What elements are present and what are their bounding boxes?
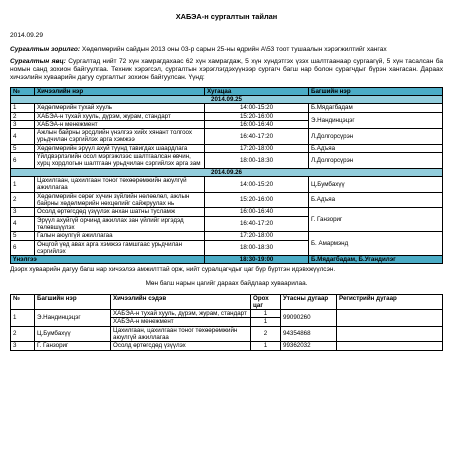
schedule-table [10,87,443,265]
col-time: Хугацаа [205,87,309,95]
row-topic: ХАБЭА-н тухай хууль, дүрэм, журам, стандарт [35,112,205,120]
col-hours: Орох цаг [251,294,281,310]
row-teacher: Л.Долгорсүрэн [309,129,443,145]
row-topic: Хөдөлмөрийн сөрөг хүчин зүйлийн нөлөөлөл, ажлын байрны хөдөлмөрийн нөхцөлийг сайжруулах нь [35,192,205,208]
progress-text: Сургалтад нийт 72 хүн хамрагдахаас 62 хүн хамрагдаж, 5 хүн хүндэтгэх үзэх шалтгаанаар сургаагүй, 5 хүн тасалсан ба номын санд зохион байгуулгаа. Техник хэрэгсэл, сургалтын хэрэглэгдэхүүнээр сургагч багш нар болон сурагчдыг бүрэн хангасан. Дараах хичээлийн хуваарийн дагуу сургалтыг зохион байгуулсан. Үүнд: [10,58,444,81]
row-teacher: Б.Адъяа [309,144,443,152]
row-time: 16:00-16:40 [205,120,309,128]
row-name: Ц.Бумбахүү [35,326,111,342]
row-time: 18:00-18:30 [205,240,309,256]
col-register: Регистрийн дугаар [337,294,443,310]
row-topic: Ажлын байрны эрсдлийн үнэлгээ хийх хянант толгоох урьдчилан сэргийлэх арга хэмжээ [35,129,205,145]
row-topic: Эрүүл ахуйгүй орчинд ажиллах зан үйлийг иргэдэд төлөвшүүлэх [35,216,205,232]
row-topic: ХАБЭА-н менежмент [35,120,205,128]
row-topic: Хөдөлмөрийн тухай хууль [35,104,205,112]
row-topic: ХАБЭА-н менежмент [111,318,251,326]
row-hours: 2 [251,326,281,342]
row-time: 14:00-15:20 [205,177,309,193]
row-phone: 94354868 [281,326,337,342]
row-time: 16:00-16:40 [205,208,309,216]
table-row [11,192,443,208]
row-topic: Цахилгаан, цахилгаан тоног төхөөрөмжийн аюулгүй ажиллагаа [35,177,205,193]
row-hours: 1 [251,310,281,318]
purpose-text: Хөдөлмөрийн сайдын 2013 оны 03-р сарын 25-ны өдрийн А\53 тоот тушаалын хэрэгжилтийг хангах [80,45,387,53]
row-teacher: Ц.Бумбахүү [309,177,443,193]
row-no: 1 [11,104,35,112]
col-topic: Хичээлийн сэдэв [111,294,251,310]
table-row [11,177,443,193]
row-no: 6 [11,153,35,169]
table-row [11,326,443,342]
row-teacher: Г. Ганзориг [309,208,443,232]
row-teacher: Э.Нандинцэцэг [309,112,443,129]
row-name: Э.Нандинцэцэг [35,310,111,327]
row-no: 3 [11,120,35,128]
table-row [11,144,443,152]
table-row [11,104,443,112]
purpose-label: Сургалтын зорилго: [10,45,81,53]
row-no: 2 [11,192,35,208]
row-no: 3 [11,208,35,216]
row-time: 17:20-18:00 [205,144,309,152]
row-hours: 1 [251,318,281,326]
row-name: Г. Ганзориг [35,342,111,350]
row-phone: 99362032 [281,342,337,350]
row-topic: Галын аюулгүй ажиллагаа [35,232,205,240]
table-row [11,232,443,240]
row-register [337,310,443,327]
report-date: 2014.09.29 [10,31,44,39]
row-hours: 1 [251,342,281,350]
row-time: 18:00-18:30 [205,153,309,169]
day2-row [11,168,443,176]
row-topic: Осолд өртөгсдөд үзүүлэх [111,342,251,350]
row-time: 17:20-18:00 [205,232,309,240]
row-no: 1 [11,177,35,193]
note-paragraph: Дээрх хуваарийн дагуу багш нар хичээлээ амжилттай орж, нийт суралцагчдыг цаг бүр бүртгэн идэвхжүүлсэн. [10,266,336,274]
hours-header-row [11,294,443,310]
row-phone: 99090260 [281,310,337,327]
day2-date: 2014.09.26 [11,168,443,176]
table-row [11,153,443,169]
row-topic: Онцгой үед авах арга хэмжээ гамшгаас урьдчилан сэргийлэх [35,240,205,256]
col-topic: Хичээлийн нэр [35,87,205,95]
row-topic: Осолд өртөгсдөд үзүүлэх анхан шатны тусламж [35,208,205,216]
row-no: 2 [11,326,35,342]
row-time: 16:40-17:20 [205,129,309,145]
row-no: 3 [11,342,35,350]
table-row [11,310,443,318]
table-row [11,129,443,145]
col-no: № [11,87,35,95]
progress-label: Сургалтын явц: [10,58,66,66]
evaluation-row [11,256,443,264]
evaluation-label: Үнэлгээ [11,256,205,264]
table-row [11,112,443,120]
row-teacher: Б. Амармэнд [309,232,443,256]
row-register [337,326,443,342]
day1-date: 2014.09.25 [11,95,443,103]
row-time: 15:20-16:00 [205,192,309,208]
row-no: 5 [11,144,35,152]
row-teacher: Л.Долгорсүрэн [309,153,443,169]
table-row [11,342,443,350]
row-topic: Хөдөлмөрийн эрүүл ахуй түүнд тавигдах шаардлага [35,144,205,152]
row-no: 6 [11,240,35,256]
row-time: 15:20-16:00 [205,112,309,120]
col-teacher: Багшийн нэр [309,87,443,95]
hours-intro: Мөн багш нарын цагийг дараах байдлаар хуваарилаа. [145,279,308,287]
row-teacher: Б.Мядагбадам [309,104,443,112]
row-no: 1 [11,310,35,327]
row-no: 2 [11,112,35,120]
evaluation-teachers: Б.Мядагбадам, Б.Угандилэг [309,256,443,264]
day1-row [11,95,443,103]
row-topic: Цахилгаан, цахилгаан тоног төхөөрөмжийн аюулгүй ажиллагаа [111,326,251,342]
row-time: 16:40-17:20 [205,216,309,232]
col-name: Багшийн нэр [35,294,111,310]
table-row [11,208,443,216]
row-no: 4 [11,129,35,145]
evaluation-time: 18:30-19:00 [205,256,309,264]
row-no: 4 [11,216,35,232]
report-title: ХАБЭА-н сургалтын тайлан [175,12,278,21]
col-phone: Утасны дугаар [281,294,337,310]
row-topic: ХАБЭА-н тухай хууль, дүрэм, журам, стандарт [111,310,251,318]
row-register [337,342,443,350]
row-time: 14:00-15:20 [205,104,309,112]
row-teacher: Б.Адъяа [309,192,443,208]
progress-paragraph [10,58,443,81]
row-topic: Үйлдвэрлэлийн осол мэргэжлээс шалтгаалсан өвчин, хурц хордлогын шалтгаан урьдчилан сэргийлэх арга зам [35,153,205,169]
purpose-paragraph [10,46,443,54]
row-no: 5 [11,232,35,240]
col-no: № [11,294,35,310]
schedule-header-row [11,87,443,95]
teacher-hours-table [10,294,443,351]
